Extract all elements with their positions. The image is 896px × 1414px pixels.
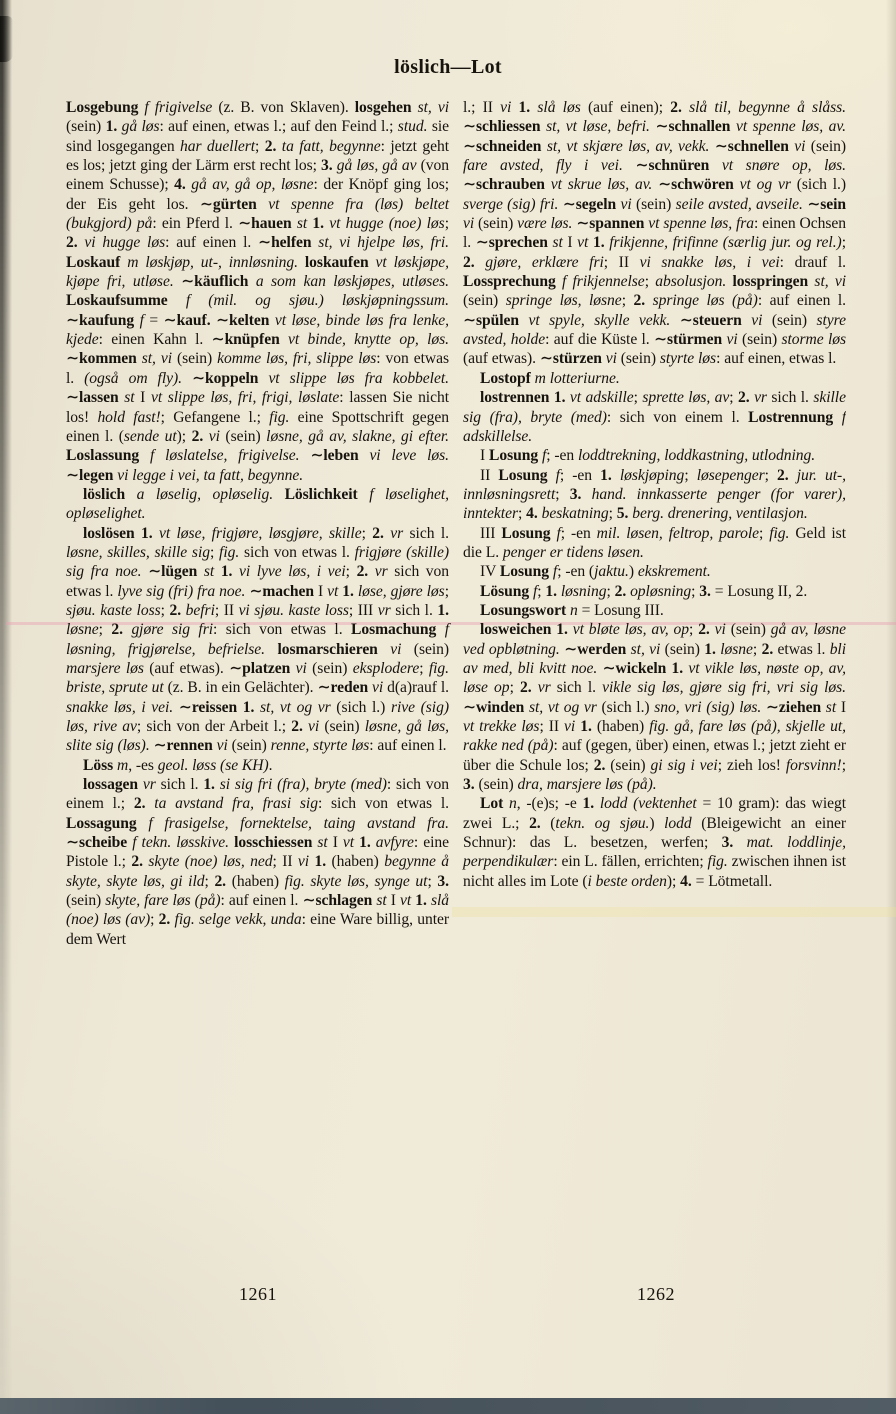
dictionary-entry-paragraph: lossagen vr sich l. 1. si sig fri (fra), bryte (med): sich von einem l.; 2. ta avstand fra, frasi sig: sich von etwas l. Lossagung f frasigelse, fornektelse, taing avstand fra. ∼scheibe f tekn. løsskive. losschiessen st I vt 1. avfyre: eine Pistole l.; 2. skyte (noe) løs, ned; II vi 1. (haben) begynne å skyte, skyte løs, gi ild; 2. (haben) fig. skyte løs, synge ut; 3. (sein) skyte, fare løs (på): auf einen l. ∼schlagen st I vt 1. slå (noe) løs (av); 2. fig. selge vekk, unda: eine Ware billig, unter dem Wert [66, 776, 450, 948]
dictionary-entry-paragraph: Lösung f; 1. løsning; 2. opløsning; 3. = Losung II, 2. [480, 582, 808, 600]
column-right [463, 98, 846, 1284]
dictionary-entry-paragraph: l.; II vi 1. slå løs (auf einen); 2. slå til, begynne å slåss. ∼schliessen st, vt løse, befri. ∼schnallen vt spenne løs, av. ∼schneiden st, vt skjære løs, av, vekk. ∼schnellen vi (sein) fare avsted, fly i vei. ∼schnüren vt snøre op, løs. ∼schrauben vt skrue løs, av. ∼schwören vt og vr (sich l.) sverge (sig) fri. ∼segeln vi (sein) seile avsted, avseile. ∼sein vi (sein) være løs. ∼spannen vt spenne løs, fra: einen Ochsen l. ∼sprechen st I vt 1. frikjenne, frifinne (særlig jur. og rel.); 2. gjøre, erklære fri; II vi snakke løs, i vei: drauf l. Lossprechung f frikjennelse; absolusjon. losspringen st, vi (sein) springe løs, løsne; 2. springe løs (på): auf einen l. ∼spülen vt spyle, skylle vekk. ∼steuern vi (sein) styre avsted, holde: auf die Küste l. ∼stürmen vi (sein) storme løs (auf etwas). ∼stürzen vi (sein) styrte løs: auf einen, etwas l. [463, 99, 846, 368]
dictionary-entry-paragraph: Losungswort n = Losung III. [480, 601, 664, 619]
column-left [66, 98, 449, 1284]
page-number-left: 1261 [239, 1284, 277, 1304]
scan-left-edge [0, 0, 12, 1414]
dictionary-entry-paragraph: Lostopf m lotteriurne. [480, 369, 620, 387]
page-number-right: 1262 [637, 1284, 675, 1304]
scan-right-vignette [886, 0, 896, 1414]
scan-bottom-edge [0, 1398, 896, 1414]
dictionary-entry-paragraph: Löss m, -es geol. løss (se KH). [83, 756, 273, 774]
dictionary-entry-paragraph: I Losung f; -en loddtrekning, loddkastning, utlodning. [480, 447, 816, 465]
dictionary-entry-paragraph: IV Losung f; -en (jaktu.) ekskrement. [480, 563, 711, 581]
dictionary-entry-paragraph: loslösen 1. vt løse, frigjøre, løsgjøre, skille; 2. vr sich l. løsne, skilles, skille sig; fig. sich von etwas l. frigjøre (skille) sig fra noe. ∼lügen st 1. vi lyve løs, i vei; 2. vr sich von etwas l. lyve sig (fri) fra noe. ∼machen I vt 1. løse, gjøre løs; sjøu. kaste loss; 2. befri; II vi sjøu. kaste loss; III vr sich l. 1. løsne; 2. gjøre sig fri: sich von etwas l. Losmachung f løsning, frigjørelse, befrielse. losmarschieren vi (sein) marsjere løs (auf etwas). ∼platzen vi (sein) eksplodere; fig. briste, sprute ut (z. B. in ein Gelächter). ∼reden vi d(a)rauf l. snakke løs, i vei. ∼reissen 1. st, vt og vr (sich l.) rive (sig) løs, rive av; sich von der Arbeit l.; 2. vi (sein) løsne, gå løs, slite sig (løs). ∼rennen vi (sein) renne, styrte løs: auf einen l. [66, 524, 450, 755]
dictionary-entry-paragraph: Lot n, -(e)s; -e 1. lodd (vektenhet = 10 gram): das wiegt zwei L.; 2. (tekn. og sjøu.) lodd (Bleigewicht an einer Schnur): das L. besetzen, werfen; 3. mat. loddlinje, perpendikulær: ein L. fällen, errichten; fig. zwischen ihnen ist nicht alles im Lote (i beste orden); 4. = Lötmetall. [463, 795, 846, 890]
text-block [66, 98, 846, 1284]
dictionary-entry-paragraph: löslich a løselig, opløselig. Löslichkeit f løselighet, opløselighet. [66, 485, 449, 523]
dictionary-entry-paragraph: lostrennen 1. vt adskille; sprette løs, av; 2. vr sich l. skille sig (fra), bryte (med): sich von einem l. Lostrennung f adskillelse. [463, 389, 846, 445]
dictionary-entry-paragraph: Losgebung f frigivelse (z. B. von Sklaven). losgehen st, vi (sein) 1. gå løs: auf einen, etwas l.; auf den Feind l.; stud. sie sind losgegangen har duellert; 2. ta fatt, begynne: jetzt geht es los; jetzt ging der Lärm erst recht los; 3. gå løs, gå av (von einem Schusse); 4. gå av, gå op, løsne: der Knöpf ging los; der Eis geht los. ∼gürten vt spenne fra (løs) beltet (bukgjord) på: ein Pferd l. ∼hauen st 1. vt hugge (noe) løs; 2. vi hugge løs: auf einen l. ∼helfen st, vi hjelpe løs, fri. Loskauf m løskjøp, ut-, innløsning. loskaufen vt løskjøpe, kjøpe fri, utløse. ∼käuflich a som kan løskjøpes, utløses. Loskaufsumme f (mil. og sjøu.) løskjøpningssum. ∼kaufung f = ∼kauf. ∼kelten vt løse, binde løs fra lenke, kjede: einen Kahn l. ∼knüpfen vt binde, knytte op, løs. ∼kommen st, vi (sein) komme løs, fri, slippe løs: von etwas l. (også om fly). ∼koppeln vt slippe løs fra kobbelet. ∼lassen st I vt slippe løs, fri, frigi, løslate: lassen Sie nicht los! hold fast!; Gefangene l.; fig. eine Spottschrift gegen einen l. (sende ut); 2. vi (sein) løsne, gå av, slakne, gi efter. Loslassung f løslatelse, frigivelse. ∼leben vi leve løs. ∼legen vi legge i vei, ta fatt, begynne. [66, 99, 450, 484]
running-head: löslich—Lot [394, 56, 502, 78]
dictionary-entry-paragraph: losweichen 1. vt bløte løs, av, op; 2. vi (sein) gå av, løsne ved opbløtning. ∼werden st, vi (sein) 1. løsne; 2. etwas l. bli av med, bli kvitt noe. ∼wickeln 1. vt vikle løs, nøste op, av, løse op; 2. vr sich l. vikle sig løs, gjøre sig fri, vri sig løs. ∼winden st, vt og vr (sich l.) sno, vri (sig) løs. ∼ziehen st I vt trekke løs; II vi 1. (haben) fig. gå, fare løs (på), skjelle ut, rakke ned (på): auf (gegen, über) einen, etwas l.; jetzt zieht er über die Schule los; 2. (sein) gi sig i vei; zieh los! forsvinn!; 3. (sein) dra, marsjere løs (på). [463, 621, 846, 794]
dictionary-entry-paragraph: III Losung f; -en mil. løsen, feltrop, parole; fig. Geld ist die L. penger er tidens løsen. [463, 524, 846, 561]
dictionary-entry-paragraph: II Losung f; -en 1. løskjøping; løsepenger; 2. jur. ut-, innløsningsrett; 3. hand. innkasserte penger (for varer), inntekter; 4. beskatning; 5. berg. drenering, ventilasjon. [463, 466, 846, 523]
